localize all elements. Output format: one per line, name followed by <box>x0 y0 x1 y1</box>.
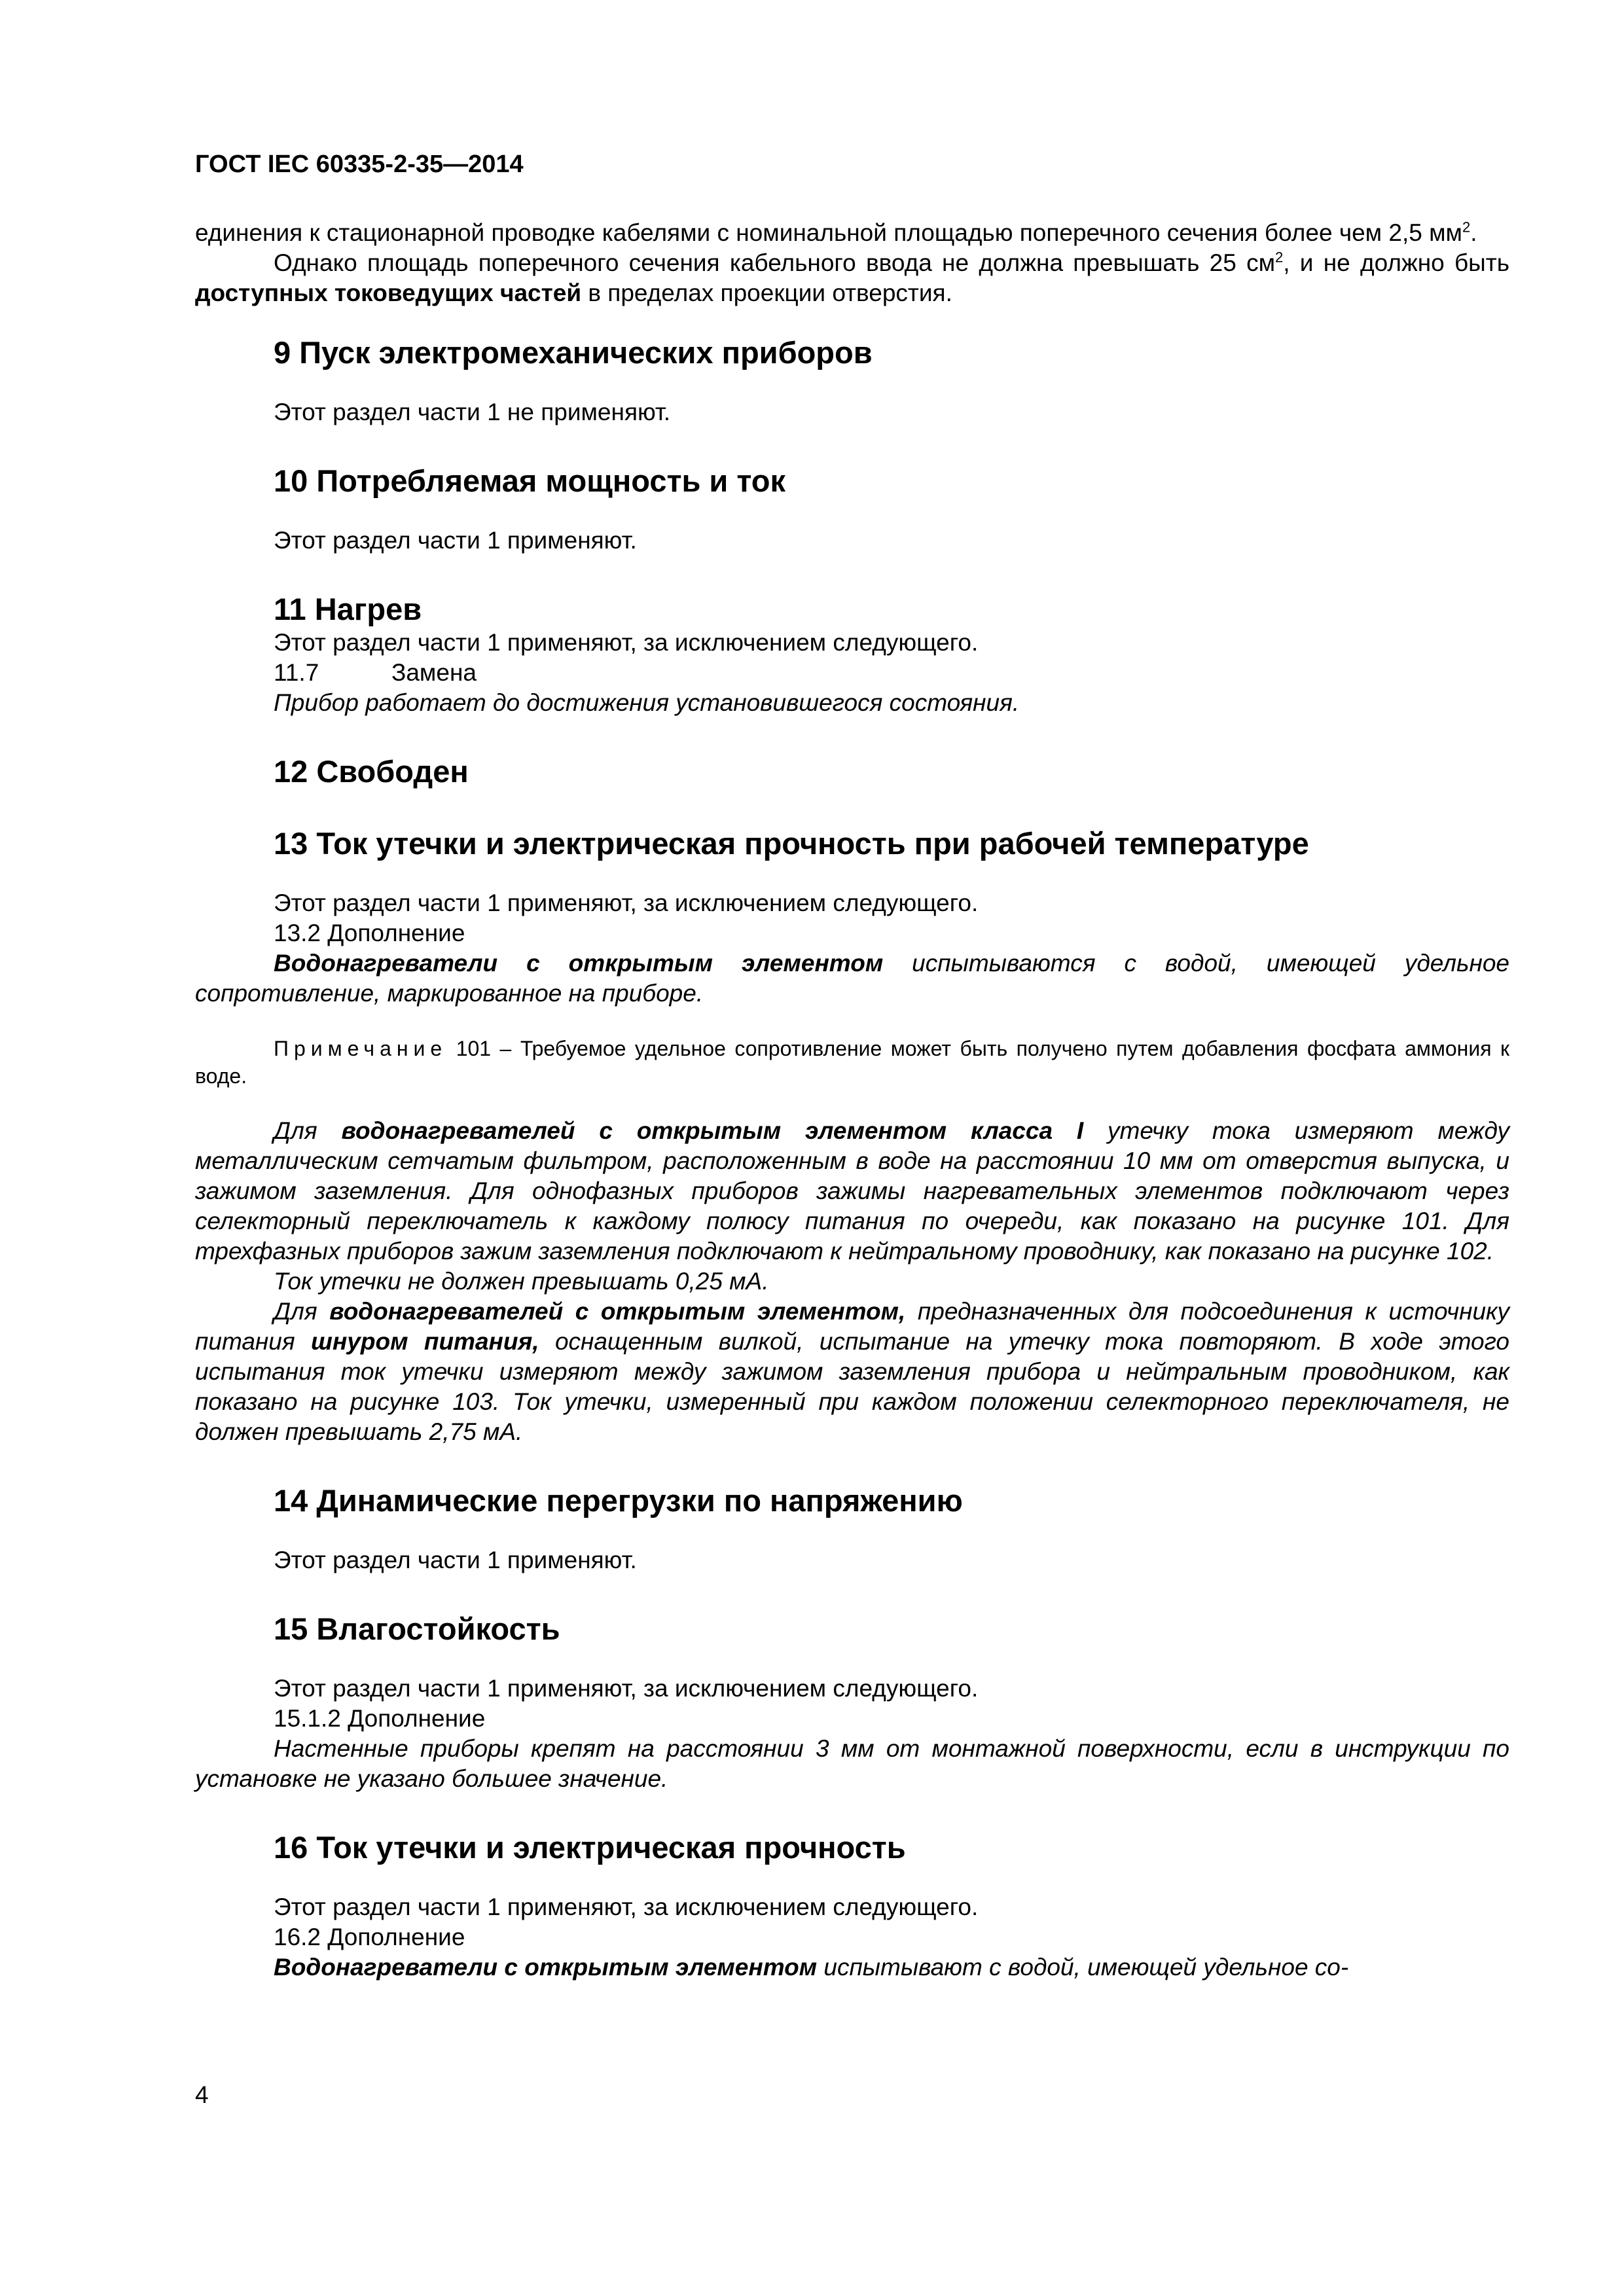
intro-paragraph-1: единения к стационарной проводке кабелями с номинальной площадью поперечного сечения более чем 2,5 $мм^2$. <box>195 219 1477 246</box>
section-9-heading: 9 Пуск электромеханических приборов <box>274 335 873 370</box>
clause-15-1-2-text: Настенные приборы крепят на расстоянии 3 мм от монтажной поверхности, если в инструкции по установке не указано большее значение. <box>195 1735 1509 1792</box>
section-14-text: Этот раздел части 1 применяют. <box>274 1547 637 1573</box>
section-16-heading: 16 Ток утечки и электрическая прочность <box>274 1830 906 1865</box>
section-11-text: Этот раздел части 1 применяют, за исключением следующего. <box>274 629 979 656</box>
section-13-heading: 13 Ток утечки и электрическая прочность при рабочей температуре <box>274 826 1309 861</box>
intro-paragraph-2: Однако площадь поперечного сечения кабельного ввода не должна превышать 25 $см^2$, и не должно быть доступных токоведущих частей в пределах проекции отверстия. <box>195 249 1509 306</box>
clause-16-2: 16.2 Дополнение <box>274 1924 465 1950</box>
section-10-text: Этот раздел части 1 применяют. <box>274 527 637 554</box>
section-13-text: Этот раздел части 1 применяют, за исключением следующего. <box>274 889 979 916</box>
section-10-heading: 10 Потребляемая мощность и ток <box>274 463 786 498</box>
clause-11-7-text: Прибор работает до достижения установившегося состояния. <box>274 689 1020 716</box>
clause-15-1-2: 15.1.2 Дополнение <box>274 1705 486 1732</box>
clause-11-7: 11.7 Замена <box>274 659 477 686</box>
clause-16-2-paragraph: Водонагреватели с открытым элементом испытывают с водой, имеющей удельное со- <box>274 1954 1349 1981</box>
section-9-text: Этот раздел части 1 не применяют. <box>274 399 671 425</box>
section-15-heading: 15 Влагостойкость <box>274 1611 560 1646</box>
document-page <box>195 151 1509 1982</box>
section-15-text: Этот раздел части 1 применяют, за исключением следующего. <box>274 1675 979 1702</box>
clause-13-2-paragraph-3: Ток утечки не должен превышать 0,25 мА. <box>274 1268 769 1295</box>
page-number: 4 <box>195 2081 209 2108</box>
note-101: Примечание 101 – Требуемое удельное сопротивление может быть получено путем добавления фосфата аммония к воде. <box>195 1037 1509 1088</box>
section-16-text: Этот раздел части 1 применяют, за исключением следующего. <box>274 1893 979 1920</box>
clause-13-2: 13.2 Дополнение <box>274 920 465 946</box>
section-14-heading: 14 Динамические перегрузки по напряжению <box>274 1483 963 1518</box>
section-12-heading: 12 Свободен <box>274 754 469 789</box>
document-header: ГОСТ IEC 60335-2-35—2014 <box>195 151 524 178</box>
clause-13-2-paragraph-2: Для водонагревателей с открытым элементом класса I утечку тока измеряют между металлическим сетчатым фильтром, расположенным в воде на расстоянии 10 мм от отверстия выпуска, и зажимом заземления. Для однофазных приборов зажимы нагревательных элементов подключают через селекторный переключатель к каждому полюсу питания по очереди, как показано на рисунке 101. Для трехфазных приборов зажим заземления подключают к нейтральному проводнику, как показано на рисунке 102. <box>195 1117 1509 1265</box>
section-11-heading: 11 Нагрев <box>274 592 422 626</box>
clause-13-2-paragraph-1: Водонагреватели с открытым элементом испытываются с водой, имеющей удельное сопротивление, маркированное на приборе. <box>195 950 1509 1007</box>
clause-13-2-paragraph-4: Для водонагревателей с открытым элементом, предназначенных для подсоединения к источнику питания шнуром питания, оснащенным вилкой, испытание на утечку тока повторяют. В ходе этого испытания ток утечки измеряют между зажимом заземления прибора и нейтральным проводником, как показано на рисунке 103. Ток утечки, измеренный при каждом положении селекторного переключателя, не должен превышать 2,75 мА. <box>195 1298 1510 1445</box>
